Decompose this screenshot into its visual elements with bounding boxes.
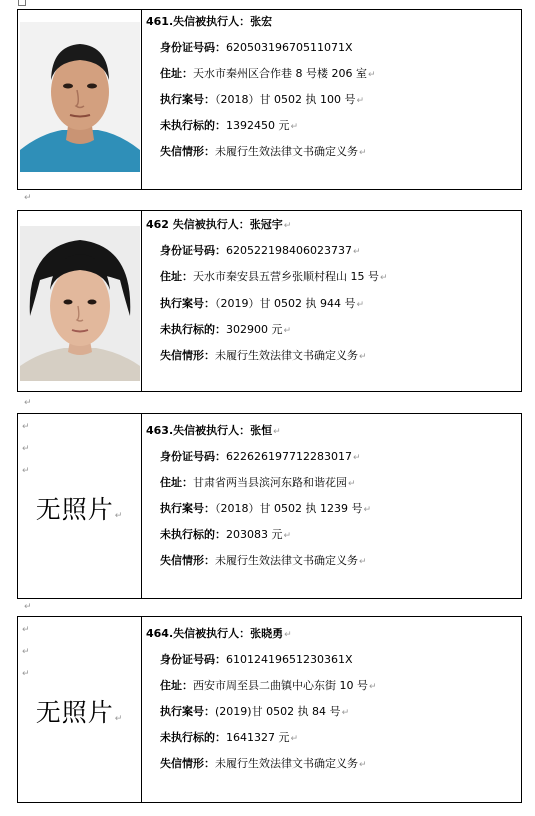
no-photo-label: 无照片↵ — [35, 698, 124, 727]
case-number-line: 执行案号：（2019）甘 0502 执 944 号↵ — [160, 297, 365, 310]
photo-cell — [18, 211, 142, 391]
paragraph-marks: ↵ ↵ ↵ — [22, 625, 30, 679]
case-number-line: 执行案号：（2018）甘 0502 执 100 号↵ — [160, 93, 365, 106]
address-line: 住址：天水市秦州区合作巷 8 号楼 206 室↵ — [160, 67, 376, 80]
page-corner-mark — [18, 0, 26, 6]
paragraph-mark: ↵ — [24, 193, 32, 203]
id-number-line: 身份证号码：62050319670511071X — [160, 41, 353, 54]
amount-line: 未执行标的：203083 元↵ — [160, 528, 292, 541]
paragraph-mark: ↵ — [24, 398, 32, 408]
amount-line: 未执行标的：302900 元↵ — [160, 323, 292, 336]
record-463 — [17, 413, 522, 599]
record-title: 464.失信被执行人：张晓勇↵ — [146, 627, 292, 640]
portrait-photo — [20, 226, 140, 381]
info-cell — [142, 10, 521, 189]
portrait-male-1-image — [20, 22, 140, 172]
portrait-photo — [20, 22, 140, 172]
amount-line: 未执行标的：1641327 元↵ — [160, 731, 299, 744]
portrait-male-2-image — [20, 226, 140, 381]
address-line: 住址：甘肃省两当县滨河东路和谐花园↵ — [160, 476, 356, 489]
info-cell — [142, 617, 521, 802]
id-number-line: 身份证号码：61012419651230361X — [160, 653, 353, 666]
situation-line: 失信情形：未履行生效法律文书确定义务↵ — [160, 554, 367, 567]
address-line: 住址：西安市周至县二曲镇中心东街 10 号↵ — [160, 679, 377, 692]
info-cell — [142, 211, 521, 391]
no-photo-label: 无照片↵ — [35, 495, 124, 524]
situation-line: 失信情形：未履行生效法律文书确定义务↵ — [160, 349, 367, 362]
record-462 — [17, 210, 522, 392]
record-title: 463.失信被执行人：张恒↵ — [146, 424, 281, 437]
record-464 — [17, 616, 522, 803]
case-number-line: 执行案号：（2018）甘 0502 执 1239 号↵ — [160, 502, 372, 515]
paragraph-marks: ↵ ↵ ↵ — [22, 422, 30, 476]
record-title: 462 失信被执行人：张冠宇↵ — [146, 218, 292, 231]
address-line: 住址：天水市秦安县五营乡张顺村程山 15 号↵ — [160, 270, 388, 283]
record-461 — [17, 9, 522, 190]
info-cell — [142, 414, 521, 598]
amount-line: 未执行标的：1392450 元↵ — [160, 119, 299, 132]
id-number-line: 身份证号码：620522198406023737↵ — [160, 244, 361, 257]
photo-cell — [18, 414, 142, 598]
photo-cell — [18, 10, 142, 189]
situation-line: 失信情形：未履行生效法律文书确定义务↵ — [160, 757, 367, 770]
paragraph-mark: ↵ — [24, 602, 32, 612]
case-number-line: 执行案号：(2019)甘 0502 执 84 号↵ — [160, 705, 350, 718]
situation-line: 失信情形：未履行生效法律文书确定义务↵ — [160, 145, 367, 158]
id-number-line: 身份证号码：622626197712283017↵ — [160, 450, 361, 463]
record-title: 461.失信被执行人：张宏 — [146, 15, 273, 28]
photo-cell — [18, 617, 142, 802]
